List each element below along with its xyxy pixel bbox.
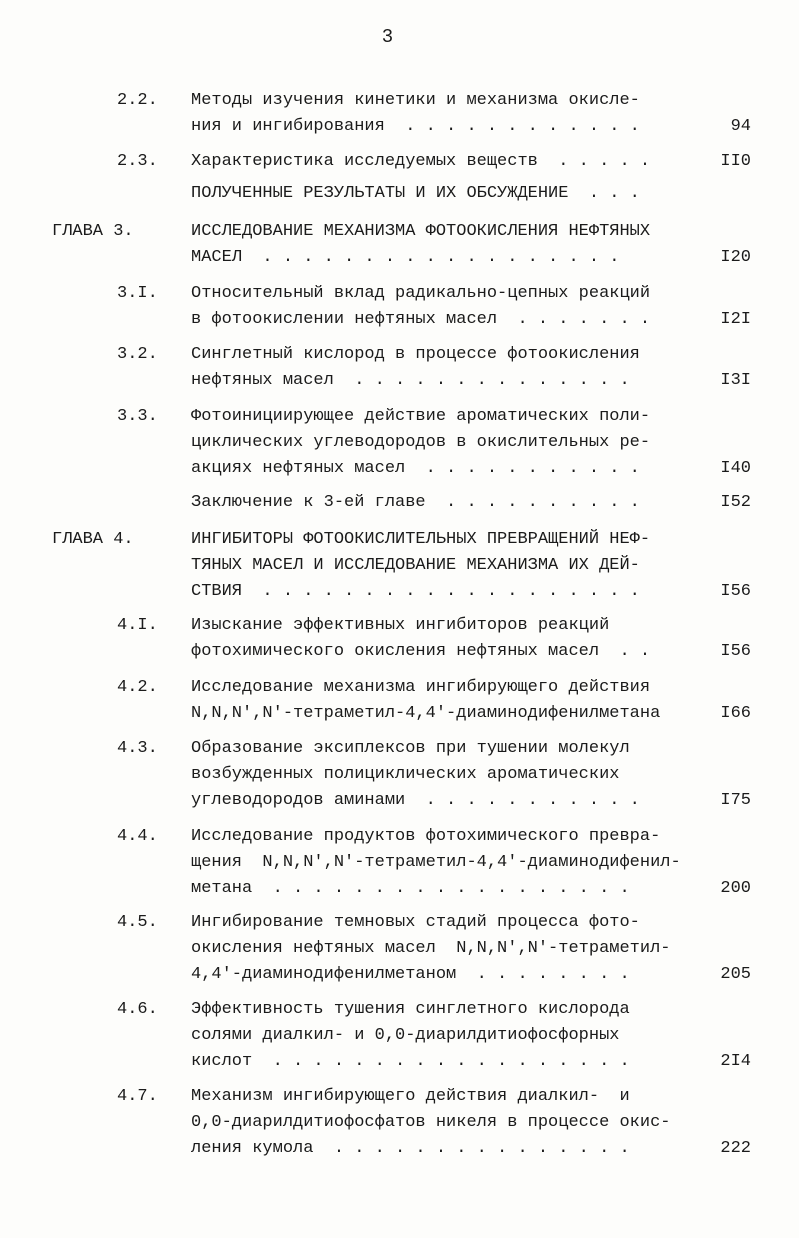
section-number: 3.2. <box>117 345 158 364</box>
chapter-label: ГЛАВА 3. <box>52 222 134 241</box>
chapter-label: ГЛАВА 4. <box>52 530 134 549</box>
entry-title-line: Синглетный кислород в процессе фотоокисления <box>191 345 640 364</box>
entry-title-line: акциях нефтяных масел . . . . . . . . . . . <box>191 459 640 478</box>
entry-title-line: фотохимического окисления нефтяных масел . . <box>191 642 651 661</box>
page-ref: I40 <box>720 459 751 478</box>
entry-title-line: Исследование механизма ингибирующего действия <box>191 678 651 697</box>
entry-title-line: ния и ингибирования . . . . . . . . . . . . <box>191 117 640 136</box>
section-number: 3.I. <box>117 284 158 303</box>
section-number: 4.4. <box>117 827 158 846</box>
section-number: 4.6. <box>117 1000 158 1019</box>
section-number: 4.5. <box>117 913 158 932</box>
entry-title-line: углеводородов аминами . . . . . . . . . . . <box>191 791 640 810</box>
section-number: 2.3. <box>117 152 158 171</box>
entry-title-line: ТЯНЫХ МАСЕЛ И ИССЛЕДОВАНИЕ МЕХАНИЗМА ИХ ДЕЙ- <box>191 556 640 575</box>
entry-title-line: СТВИЯ . . . . . . . . . . . . . . . . . . . <box>191 582 640 601</box>
entry-title-line: Заключение к 3-ей главе . . . . . . . . . . <box>191 493 640 512</box>
section-number: 4.3. <box>117 739 158 758</box>
section-number: 4.2. <box>117 678 158 697</box>
entry-title-line: 4,4'-диаминодифенилметаном . . . . . . . . <box>191 965 630 984</box>
entry-title-line: Методы изучения кинетики и механизма окисле- <box>191 91 640 110</box>
entry-title-line: солями диалкил- и 0,0-диарилдитиофосфорных <box>191 1026 620 1045</box>
page-ref: 2I4 <box>720 1052 751 1071</box>
entry-title-line: нефтяных масел . . . . . . . . . . . . . . <box>191 371 630 390</box>
entry-title-line: метана . . . . . . . . . . . . . . . . . . <box>191 879 630 898</box>
entry-title-line: Ингибирование темновых стадий процесса фото- <box>191 913 640 932</box>
entry-title-line: в фотоокислении нефтяных масел . . . . . . . <box>191 310 651 329</box>
entry-title-line: ПОЛУЧЕННЫЕ РЕЗУЛЬТАТЫ И ИХ ОБСУЖДЕНИЕ . . . <box>191 184 640 203</box>
entry-title-line: ИССЛЕДОВАНИЕ МЕХАНИЗМА ФОТООКИСЛЕНИЯ НЕФТЯНЫХ <box>191 222 651 241</box>
page-ref: 222 <box>720 1139 751 1158</box>
entry-title-line: щения N,N,N',N'-тетраметил-4,4'-диаминодифенил- <box>191 853 681 872</box>
page-ref: I52 <box>720 493 751 512</box>
page-ref: I75 <box>720 791 751 810</box>
entry-title-line: Относительный вклад радикально-цепных реакций <box>191 284 651 303</box>
entry-title-line: возбужденных полициклических ароматических <box>191 765 620 784</box>
entry-title-line: Эффективность тушения синглетного кислорода <box>191 1000 630 1019</box>
entry-title-line: ИНГИБИТОРЫ ФОТООКИСЛИТЕЛЬНЫХ ПРЕВРАЩЕНИЙ НЕФ- <box>191 530 651 549</box>
page-ref: I20 <box>720 248 751 267</box>
entry-title-line: Исследование продуктов фотохимического превра- <box>191 827 661 846</box>
page-ref: I66 <box>720 704 751 723</box>
entry-title-line: окисления нефтяных масел N,N,N',N'-тетраметил- <box>191 939 671 958</box>
entry-title-line: ления кумола . . . . . . . . . . . . . . . <box>191 1139 630 1158</box>
page-ref: 200 <box>720 879 751 898</box>
entry-title-line: Фотоинициирующее действие ароматических поли- <box>191 407 651 426</box>
page-ref: I56 <box>720 582 751 601</box>
section-number: 4.7. <box>117 1087 158 1106</box>
entry-title-line: N,N,N',N'-тетраметил-4,4'-диаминодифенилметана <box>191 704 661 723</box>
page-ref: I2I <box>720 310 751 329</box>
entry-title-line: кислот . . . . . . . . . . . . . . . . . . <box>191 1052 630 1071</box>
entry-title-line: Характеристика исследуемых веществ . . . . . <box>191 152 651 171</box>
page-ref: I56 <box>720 642 751 661</box>
entry-title-line: Образование эксиплексов при тушении молекул <box>191 739 630 758</box>
entry-title-line: 0,0-диарилдитиофосфатов никеля в процессе окис- <box>191 1113 671 1132</box>
section-number: 2.2. <box>117 91 158 110</box>
page-ref: 94 <box>730 117 751 136</box>
section-number: 4.I. <box>117 616 158 635</box>
entry-title-line: МАСЕЛ . . . . . . . . . . . . . . . . . . <box>191 248 620 267</box>
section-number: 3.3. <box>117 407 158 426</box>
page-number: 3 <box>381 26 394 48</box>
entry-title-line: циклических углеводородов в окислительных ре- <box>191 433 651 452</box>
entry-title-line: Механизм ингибирующего действия диалкил- и <box>191 1087 630 1106</box>
page-ref: 205 <box>720 965 751 984</box>
page-ref: II0 <box>720 152 751 171</box>
entry-title-line: Изыскание эффективных ингибиторов реакций <box>191 616 610 635</box>
page-ref: I3I <box>720 371 751 390</box>
